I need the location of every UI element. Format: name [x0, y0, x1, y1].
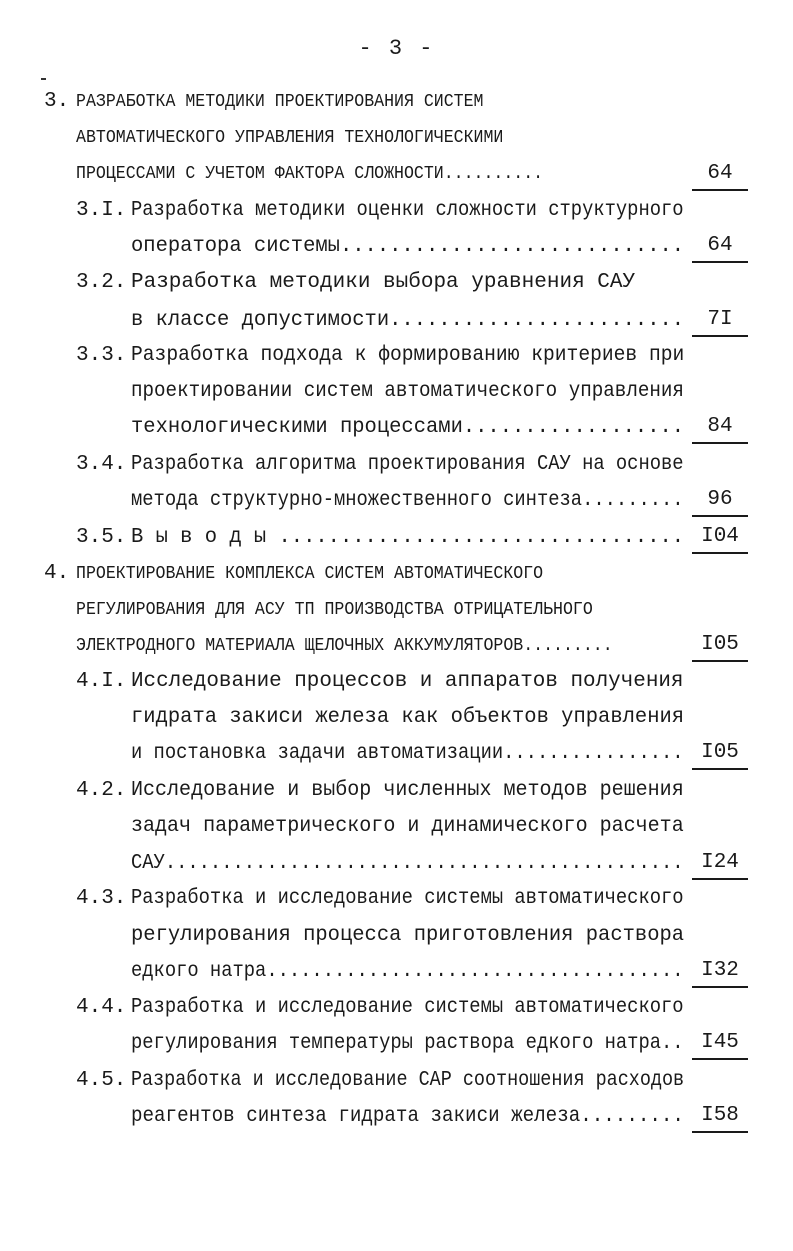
- entry-title-line: гидрата закиси железа как объектов управления: [131, 706, 685, 729]
- entry-number: 3.2.: [76, 271, 127, 294]
- entry-number: 3.I.: [76, 199, 127, 222]
- entry-number: 4.5.: [76, 1069, 127, 1092]
- entry-number: 4.I.: [76, 670, 127, 693]
- entry-page: I32: [692, 958, 748, 988]
- entry-title-line: САУ..............................................: [131, 852, 684, 875]
- entry-page: I45: [692, 1030, 748, 1060]
- entry-number: 4.4.: [76, 996, 127, 1019]
- entry-title-line: регулирования процесса приготовления раствора: [131, 924, 685, 947]
- entry-title-line: Разработка и исследование системы автоматического: [131, 996, 684, 1019]
- entry-page: 96: [692, 487, 748, 517]
- entry-page: 84: [692, 414, 748, 444]
- entry-number: 4.2.: [76, 779, 127, 802]
- entry-title-line: Исследование и выбор численных методов решения: [131, 779, 684, 802]
- entry-number: 4.: [44, 562, 70, 585]
- entry-title-line: РАЗРАБОТКА МЕТОДИКИ ПРОЕКТИРОВАНИЯ СИСТЕМ: [76, 92, 484, 112]
- entry-number: 3.5.: [76, 526, 127, 549]
- entry-number: 3.3.: [76, 344, 127, 367]
- entry-title-line: задач параметрического и динамического расчета: [131, 815, 684, 838]
- page-number: - 3 -: [358, 36, 435, 61]
- entry-title-line: регулирования температуры раствора едкого натра..: [131, 1032, 684, 1055]
- entry-page: 64: [692, 233, 748, 263]
- entry-title-line: Разработка алгоритма проектирования САУ на основе: [131, 453, 684, 476]
- entry-title-line: ПРОЦЕССАМИ С УЧЕТОМ ФАКТОРА СЛОЖНОСТИ..........: [76, 164, 544, 184]
- entry-title-line: проектировании систем автоматического управления: [131, 380, 684, 403]
- entry-page: I24: [692, 850, 748, 880]
- entry-title-line: Разработка подхода к формированию критериев при: [131, 344, 685, 367]
- entry-page: I05: [692, 740, 748, 770]
- entry-title-line: РЕГУЛИРОВАНИЯ ДЛЯ АСУ ТП ПРОИЗВОДСТВА ОТРИЦАТЕЛЬНОГО: [76, 600, 593, 620]
- entry-title-line: АВТОМАТИЧЕСКОГО УПРАВЛЕНИЯ ТЕХНОЛОГИЧЕСКИМИ: [76, 128, 504, 148]
- entry-page: I58: [692, 1103, 748, 1133]
- entry-number: 3.4.: [76, 453, 127, 476]
- entry-title-line: Исследование процессов и аппаратов получения: [131, 670, 684, 693]
- margin-mark: [41, 78, 46, 80]
- entry-number: 3.: [44, 90, 70, 113]
- entry-title-line: Разработка методики выбора уравнения САУ: [131, 271, 636, 294]
- entry-page: 64: [692, 161, 748, 191]
- entry-title-line: В ы в о д ы .................................: [131, 526, 685, 549]
- entry-page: I05: [692, 632, 748, 662]
- entry-page: I04: [692, 524, 748, 554]
- entry-title-line: оператора системы............................: [131, 235, 685, 258]
- entry-number: 4.3.: [76, 887, 127, 910]
- entry-title-line: Разработка методики оценки сложности структурного: [131, 199, 684, 222]
- entry-title-line: реагентов синтеза гидрата закиси железа.........: [131, 1105, 684, 1128]
- entry-title-line: в классе допустимости........................: [131, 309, 685, 332]
- entry-title-line: Разработка и исследование системы автоматического: [131, 887, 684, 910]
- entry-title-line: едкого натра.....................................: [131, 960, 684, 983]
- entry-title-line: Разработка и исследование САР соотношения расходов: [131, 1069, 685, 1092]
- entry-page: 7I: [692, 307, 748, 337]
- entry-title-line: ЭЛЕКТРОДНОГО МАТЕРИАЛА ЩЕЛОЧНЫХ АККУМУЛЯТОРОВ.........: [76, 636, 613, 656]
- entry-title-line: метода структурно-множественного синтеза.........: [131, 489, 684, 512]
- entry-title-line: технологическими процессами..................: [131, 416, 685, 439]
- entry-title-line: ПРОЕКТИРОВАНИЕ КОМПЛЕКСА СИСТЕМ АВТОМАТИЧЕСКОГО: [76, 564, 544, 584]
- entry-title-line: и постановка задачи автоматизации................: [131, 742, 684, 765]
